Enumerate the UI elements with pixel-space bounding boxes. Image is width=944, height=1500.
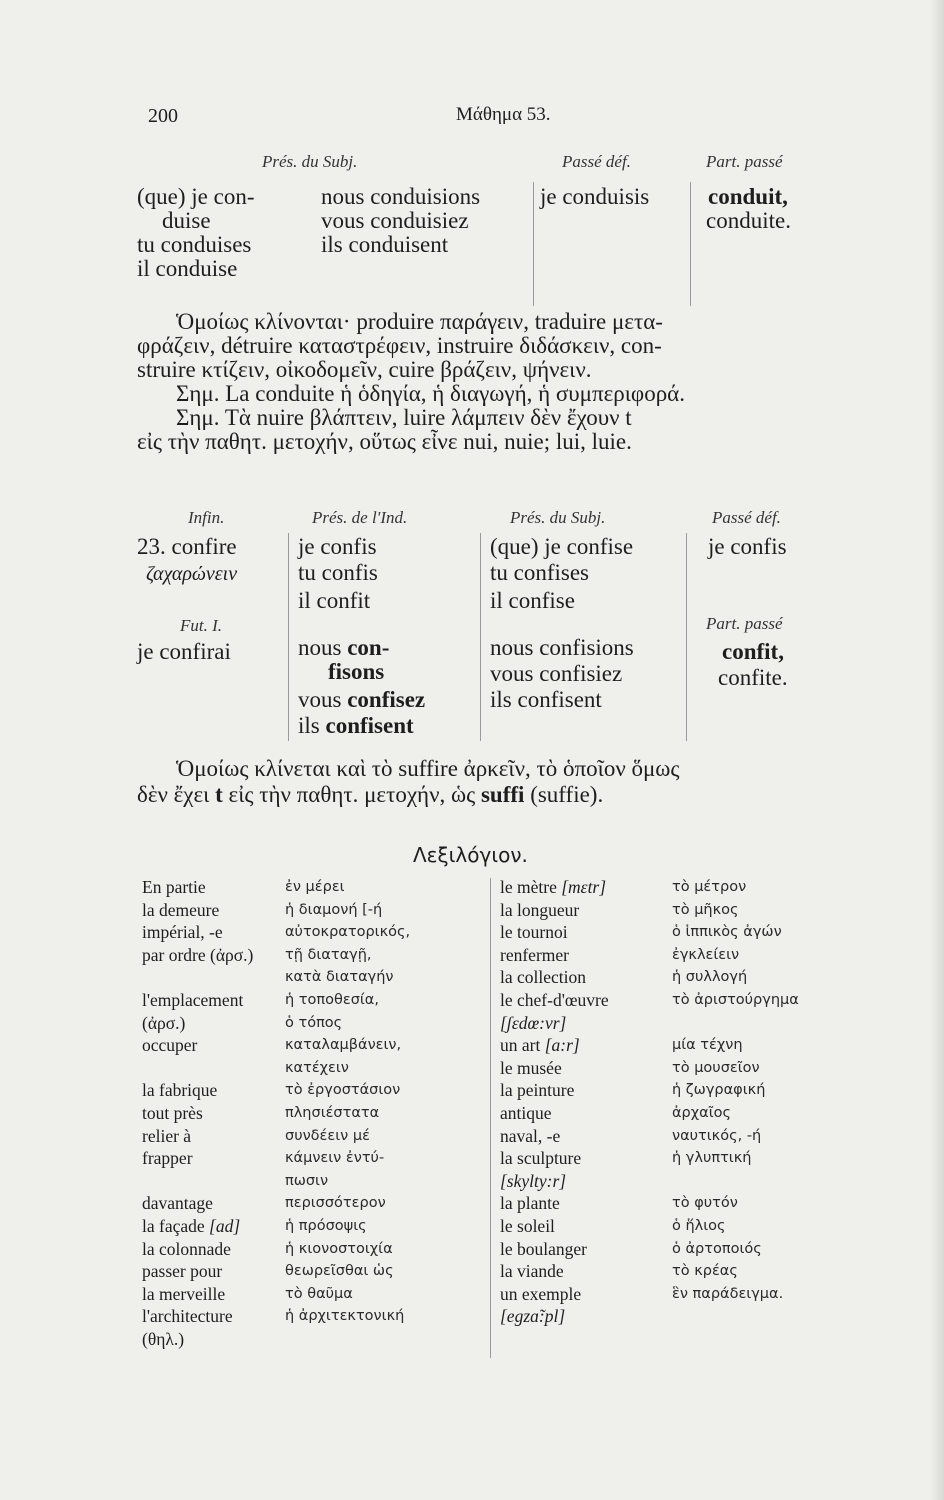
vocab-greek: τὸ ἀριστούργημα: [672, 992, 799, 1008]
header-infin: Infin.: [188, 508, 225, 527]
vocab-pronunciation: [skylty:r]: [500, 1170, 567, 1191]
vocab-greek: τὸ θαῦμα: [285, 1285, 353, 1302]
vocab-greek: κατέχειν: [285, 1059, 349, 1076]
subj-1b: duise: [162, 208, 211, 233]
text: δὲν ἔχει: [137, 782, 216, 807]
vocab-greek: κατὰ διαταγήν: [285, 969, 394, 986]
vocab-french-word: impérial, -e: [142, 922, 223, 943]
vocab-french-word: l'emplacement: [142, 990, 244, 1010]
vocab-pronunciation: [ʃɛdœ:vr]: [500, 1012, 567, 1033]
vocab-pronunciation: [mɛtr]: [561, 877, 607, 897]
subj-3: il conduise: [137, 256, 238, 281]
vocab-greek: ναυτικός, -ή: [672, 1127, 762, 1144]
vocab-french: [142, 1284, 225, 1305]
ind-3: il confit: [298, 588, 371, 613]
subj-3: il confise: [490, 588, 575, 613]
vocab-french-word: un exemple: [500, 1283, 582, 1304]
vocab-french: [500, 1035, 580, 1056]
vocab-french: [142, 1329, 184, 1350]
vocab-greek: καταλαμβάνειν,: [285, 1037, 402, 1054]
vocab-french-word: la façade: [142, 1216, 210, 1236]
vocab-french: [500, 945, 569, 966]
vocab-french: [500, 1284, 581, 1305]
subj-5: vous conduisiez: [321, 208, 469, 233]
vocab-french-word: tout près: [142, 1103, 203, 1123]
vocab-greek: ὁ τόπος: [285, 1014, 343, 1031]
header-part-passe: Part. passé: [706, 152, 783, 171]
letter-t: t: [215, 782, 223, 807]
vocab-french: [500, 1080, 574, 1101]
vocab-greek: τὸ μέτρον: [672, 879, 747, 895]
part-passe-fem: conduite.: [706, 208, 791, 233]
running-title: Μάθημα 53.: [456, 104, 551, 125]
vocab-greek: πωσιν: [285, 1172, 329, 1189]
vocab-french: [142, 1261, 222, 1282]
verb-bold: con-: [347, 635, 390, 660]
vocab-french-word: (θηλ.): [142, 1329, 185, 1349]
infinitive: 23. confire: [137, 534, 237, 559]
vocab-french: [142, 990, 243, 1011]
vocab-french-word: par ordre (ἀρσ.): [142, 944, 254, 965]
vocab-french-word: un art: [500, 1035, 545, 1056]
vocabulary-title: Λεξιλόγιον.: [413, 843, 528, 867]
vocab-french: [142, 1239, 231, 1260]
vocab-greek: ἐγκλείειν: [672, 946, 740, 963]
vocab-french: [500, 1126, 560, 1147]
vocab-greek: τῇ διαταγῇ,: [285, 946, 372, 963]
vocab-french: [142, 1216, 240, 1237]
vocab-pronunciation: [egzɑ̃:pl]: [500, 1306, 566, 1327]
vocab-french: [142, 1035, 197, 1056]
vocab-greek: ἡ συλλογή: [672, 969, 748, 986]
vocab-french-word: occuper: [142, 1035, 198, 1056]
page-number: 200: [148, 105, 178, 127]
vocab-french-word: la peinture: [500, 1080, 575, 1101]
vocab-pronunciation: [a:r]: [544, 1035, 580, 1056]
note-line: Σημ. Τὰ nuire βλάπτειν, luire λάμπειν δὲν ἔχουν t: [176, 405, 632, 430]
vocab-french-word: la sculpture: [500, 1148, 582, 1169]
vocab-french-word: la plante: [500, 1193, 560, 1214]
vocab-french: [500, 922, 568, 943]
future: je confirai: [137, 639, 231, 664]
vocab-french: [500, 1103, 552, 1124]
vocab-french-word: le chef-d'œuvre: [500, 990, 609, 1010]
vocab-greek: ἐν μέρει: [285, 879, 345, 895]
subj-6: ils confisent: [490, 687, 602, 712]
part-passe-masc: confit,: [722, 639, 784, 664]
para-line: φράζειν, détruire καταστρέφειν, instruire διδάσκειν, con-: [137, 333, 662, 358]
vocab-greek: ἡ τοποθεσία,: [285, 992, 379, 1008]
vocab-french: [500, 900, 579, 921]
subj-1: (que) je confise: [490, 534, 634, 559]
vocab-french: [500, 1013, 566, 1034]
header-passe-def: Passé déf.: [712, 508, 781, 527]
ind-1: je confis: [298, 534, 377, 559]
vocab-french-word: l'architecture: [142, 1306, 233, 1327]
vocab-french: [142, 1103, 203, 1124]
vocab-french-word: la colonnade: [142, 1238, 231, 1259]
para-line: struire κτίζειν, οἰκοδομεῖν, cuire βράζειν, ψήνειν.: [137, 357, 592, 382]
header-passe-def: Passé déf.: [562, 152, 631, 171]
vocab-greek: συνδέειν μέ: [285, 1127, 370, 1144]
vocab-french-word: passer pour: [142, 1261, 223, 1282]
vocab-greek: τὸ μουσεῖον: [672, 1059, 760, 1076]
vocab-french-word: la viande: [500, 1261, 564, 1282]
vocab-greek: ἀρχαῖος: [672, 1105, 731, 1121]
verb-bold: confisent: [325, 713, 414, 738]
header-pres-ind: Prés. de l'Ind.: [312, 508, 408, 527]
header-pres-subj: Prés. du Subj.: [262, 152, 358, 171]
vocab-french-word: le musée: [500, 1057, 562, 1078]
vocab-greek: ὁ ἥλιος: [672, 1218, 726, 1234]
header-pres-subj: Prés. du Subj.: [510, 508, 606, 527]
part-label: Part. passé: [706, 614, 783, 633]
vocab-french-word: relier à: [142, 1125, 192, 1146]
text: (suffie).: [524, 782, 604, 807]
column-divider: [490, 878, 491, 1358]
vocab-greek: ἡ γλυπτική: [672, 1150, 752, 1167]
vocab-french: [500, 877, 606, 898]
vocab-french-word: la demeure: [142, 899, 220, 920]
vocab-french-word: la longueur: [500, 899, 580, 920]
vocab-french-word: la fabrique: [142, 1080, 218, 1101]
vocab-french: [142, 900, 219, 921]
verb-bold: confisez: [347, 687, 426, 712]
part-passe-fem: confite.: [718, 665, 788, 690]
note-line: εἰς τὴν παθητ. μετοχήν, οὕτως εἶνε nui, nuie; lui, luie.: [137, 429, 632, 454]
column-divider: [686, 533, 687, 741]
vocab-french-word: antique: [500, 1103, 552, 1123]
vocab-greek: τὸ μῆκος: [672, 901, 739, 918]
vocab-french: [142, 945, 253, 966]
vocab-greek: ἓν παράδειγμα.: [672, 1285, 784, 1302]
passe-def: je conduisis: [540, 184, 650, 209]
text: εἰς τὴν παθητ. μετοχήν, ὡς: [222, 782, 481, 807]
vocab-french: [142, 1126, 191, 1147]
fut-label: Fut. I.: [180, 616, 223, 635]
vocab-greek: περισσότερον: [285, 1195, 386, 1212]
pronoun: ils: [298, 713, 320, 738]
vocab-greek: μία τέχνη: [672, 1037, 743, 1054]
vocab-french: [500, 1261, 564, 1282]
passe-def: je confis: [708, 534, 787, 559]
vocab-french: [500, 967, 586, 988]
column-divider: [480, 533, 481, 741]
subj-1: (que) je con-: [137, 184, 255, 209]
para-line: [137, 783, 603, 807]
vocab-french-word: la merveille: [142, 1283, 226, 1304]
vocab-french-word: frapper: [142, 1148, 193, 1169]
vocab-french: [142, 922, 223, 943]
vocab-french: [142, 877, 206, 898]
vocab-greek: ἡ διαμονή [-ή: [285, 901, 383, 918]
vocab-french: [500, 1216, 555, 1237]
column-divider: [288, 533, 289, 741]
vocab-french-word: le boulanger: [500, 1238, 587, 1259]
vocab-pronunciation: [ad]: [209, 1216, 241, 1236]
subj-2: tu conduises: [137, 232, 252, 257]
vocab-french: [500, 1239, 587, 1260]
ind-2: tu confis: [298, 560, 378, 585]
vocab-greek: πλησιέστατα: [285, 1105, 380, 1121]
vocab-french-word: la collection: [500, 967, 587, 988]
vocab-french: [500, 1306, 565, 1327]
vocab-greek: αὐτοκρατορικός,: [285, 924, 411, 941]
vocab-greek: τὸ κρέας: [672, 1263, 738, 1280]
vocab-french-word: le mètre: [500, 877, 562, 897]
part-passe-masc: conduit,: [708, 184, 788, 209]
ind-4b: fisons: [328, 659, 385, 684]
vocab-french: [500, 1193, 560, 1214]
ind-4: [298, 636, 389, 660]
vocab-french: [142, 1148, 193, 1169]
subj-2: tu confises: [490, 560, 590, 585]
vocab-french-word: (ἀρσ.): [142, 1012, 186, 1033]
vocab-french-word: En partie: [142, 877, 206, 897]
vocab-french: [500, 1148, 581, 1169]
vocab-french-word: davantage: [142, 1193, 213, 1214]
vocab-greek: ἡ κιονοστοιχία: [285, 1240, 393, 1257]
vocab-french: [500, 990, 609, 1011]
subj-4: nous confisions: [490, 635, 634, 660]
vocab-greek: κάμνειν ἐντύ-: [285, 1150, 385, 1167]
vocab-french: [142, 1306, 233, 1327]
ind-5: [298, 688, 425, 712]
vocab-french-word: le soleil: [500, 1216, 555, 1236]
suffi-bold: suffi: [480, 782, 525, 807]
vocab-french-word: le tournoi: [500, 922, 568, 943]
vocab-french-word: naval, -e: [500, 1125, 561, 1146]
vocab-greek: ἡ ζωγραφική: [672, 1082, 766, 1099]
vocab-french: [500, 1171, 566, 1192]
vocab-french-word: renfermer: [500, 944, 569, 965]
vocab-greek: τὸ ἐργοστάσιον: [285, 1082, 401, 1099]
page-edge-shadow: [930, 0, 944, 1500]
pronoun: vous: [298, 687, 342, 712]
vocab-greek: ὁ ἀρτοποιός: [672, 1240, 762, 1257]
ind-6: [298, 714, 414, 738]
note-line: Σημ. La conduite ἡ ὁδηγία, ἡ διαγωγή, ἡ συμπεριφορά.: [176, 381, 685, 406]
para-line: Ὁμοίως κλίνεται καὶ τὸ suffire ἀρκεῖν, τὸ ὁποῖον ὅμως: [176, 756, 680, 781]
vocab-greek: θεωρεῖσθαι ὡς: [285, 1263, 394, 1280]
vocab-greek: ὁ ἱππικὸς ἀγών: [672, 924, 782, 941]
pronoun: nous: [298, 635, 342, 660]
subj-4: nous conduisions: [321, 184, 481, 209]
column-divider: [533, 182, 534, 306]
subj-6: ils conduisent: [321, 232, 449, 257]
subj-5: vous confisiez: [490, 661, 623, 686]
vocab-french: [142, 1193, 213, 1214]
vocab-french: [142, 1013, 185, 1034]
vocab-greek: ἡ πρόσοψις: [285, 1218, 367, 1234]
vocab-french: [500, 1058, 562, 1079]
column-divider: [690, 182, 691, 306]
para-line: Ὁμοίως κλίνονται· produire παράγειν, traduire μετα-: [176, 309, 663, 334]
infinitive-greek: ζαχαρώνειν: [146, 563, 238, 585]
vocab-french: [142, 1080, 217, 1101]
vocab-greek: ἡ ἀρχιτεκτονική: [285, 1308, 405, 1325]
vocab-greek: τὸ φυτόν: [672, 1195, 738, 1212]
